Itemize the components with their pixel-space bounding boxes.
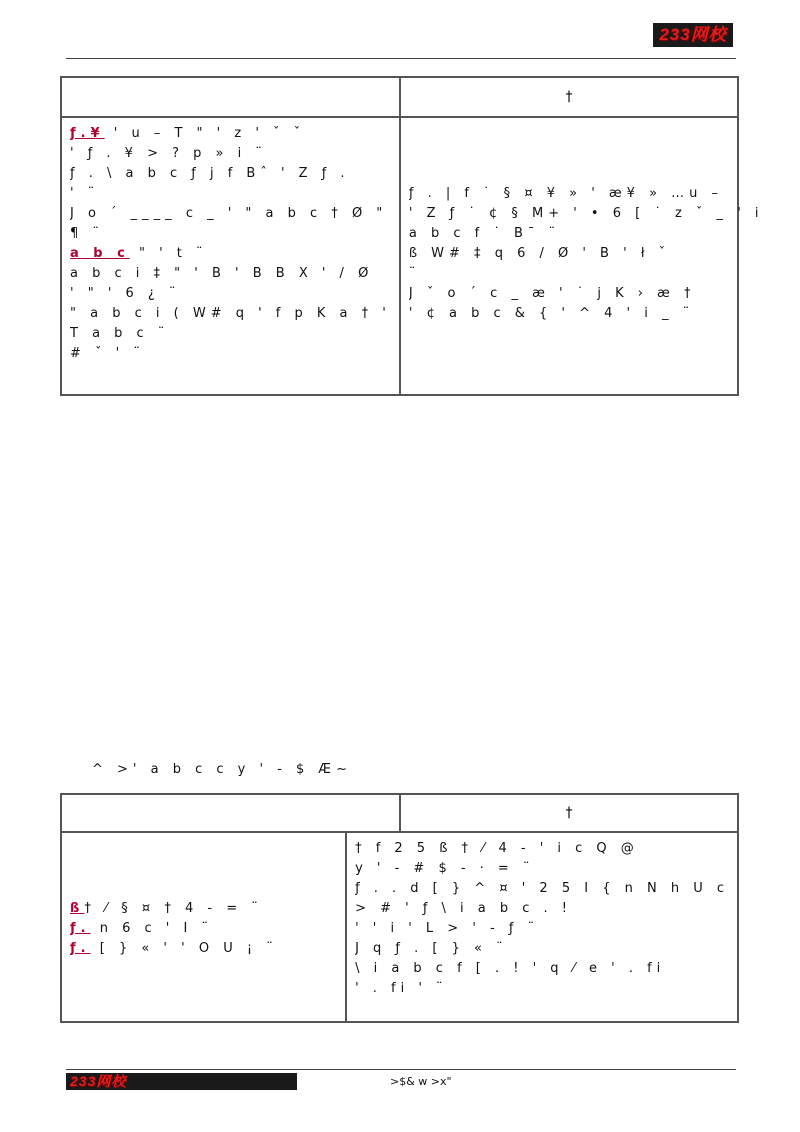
mid-paragraph: ^ >' a b c c y ' - $ Æ~: [92, 762, 352, 777]
table-1: [60, 76, 764, 396]
line-text: J o ´ ____ c _ ' " a b c † Ø ": [70, 206, 388, 221]
text-line: ' ' i ' L > ' - ƒ ¨: [355, 921, 540, 936]
text-line: ' ¢ a b c & { ' ^ 4 ' i _ ¨: [408, 306, 695, 321]
header-logo-text: 网校: [690, 25, 727, 44]
table-2: [60, 793, 739, 1023]
text-line: [70, 204, 391, 224]
table-2-left-cell: [62, 833, 347, 1023]
text-line: ƒ . . d [ } ^ ¤ ' 2 5 I { n N h U c: [355, 881, 729, 896]
text-line: [70, 264, 391, 284]
text-line: [70, 919, 337, 939]
text-line: J ˇ o ´ c _ æ ' ˙ j K › æ †: [408, 286, 696, 301]
text-line: [70, 224, 391, 244]
footer-rule: [66, 1069, 736, 1070]
text-line: > # ' ƒ \ i a b c . !: [355, 901, 573, 916]
text-line: [70, 284, 391, 304]
table-1-body: [62, 118, 764, 396]
text-line: J q ƒ . [ } « ¨: [355, 941, 508, 956]
line-text: ¶ ¨: [70, 226, 104, 241]
footer-logo-text: 网校: [96, 1073, 127, 1089]
footer-text: >$& w >x": [390, 1075, 452, 1088]
table-2-head-left: [62, 795, 401, 831]
line-text: ' " ' 6 ¿ ¨: [70, 286, 181, 301]
text-line: ¨: [408, 266, 421, 281]
text-line: [70, 879, 337, 899]
text-line: [70, 244, 391, 264]
text-line: ' . fi ' ¨: [355, 981, 448, 996]
table-1-head-right: †: [565, 89, 573, 105]
text-line: [70, 839, 337, 859]
header-logo: [653, 23, 733, 47]
highlighted-term: ƒ.¥: [70, 126, 105, 141]
text-line: [409, 144, 764, 164]
line-text: " a b c i ( W# q ' f p K a † ': [70, 306, 391, 321]
text-line: [70, 164, 391, 184]
text-line: [70, 939, 337, 959]
line-text: ' ƒ . ¥ > ? p » i ¨: [70, 146, 267, 161]
text-line: ƒ . | f ˙ § ¤ ¥ » ' æ¥ » …u –: [408, 186, 724, 201]
line-text: # ˇ ' ¨: [70, 346, 145, 361]
text-line: † f 2 5 ß † ⁄ 4 - ' i c Q @: [355, 841, 639, 856]
line-text: ' u – T " ' z ' ˇ ˇ: [104, 126, 306, 141]
highlighted-term: ß: [70, 901, 85, 916]
highlighted-term: ƒ.: [70, 941, 91, 956]
text-line: \ i a b c f [ . ! ' q ⁄ e ' . fi: [355, 961, 666, 976]
table-2-body: [62, 833, 737, 1023]
footer-logo-num: 233: [70, 1073, 97, 1089]
table-2-header: [62, 795, 737, 833]
line-text: T a b c ¨: [70, 326, 170, 341]
table-2-head-right: †: [565, 805, 573, 821]
text-line: [70, 899, 337, 919]
line-text: [ } « ' ' O U ¡ ¨: [90, 941, 278, 956]
text-line: [70, 184, 391, 204]
text-line: y ' - # $ - · = ¨: [355, 861, 535, 876]
text-line: [70, 304, 391, 324]
text-line: a b c f ˙ Bˉ ¨: [408, 226, 561, 241]
text-line: [70, 344, 391, 364]
text-line: [70, 124, 391, 144]
line-text: n 6 c ' I ¨: [90, 921, 213, 936]
highlighted-term: a b c: [70, 246, 130, 261]
table-2-right-cell: [347, 833, 737, 1023]
table-1-header: [62, 78, 737, 118]
header-rule: [66, 58, 736, 59]
table-1-right-cell: [401, 118, 772, 396]
table-1-head-left: [62, 78, 401, 116]
highlighted-term: ƒ.: [70, 921, 91, 936]
text-line: [70, 859, 337, 879]
footer-logo: [66, 1073, 297, 1090]
line-text: ƒ . \ a b c ƒ j f Bˆ ' Z ƒ .: [70, 166, 350, 181]
text-line: [70, 144, 391, 164]
text-line: [409, 164, 764, 184]
table-1-left-cell: [62, 118, 401, 396]
text-line: [70, 324, 391, 344]
line-text: ' ¨: [70, 186, 100, 201]
line-text: † ⁄ § ¤ † 4 - = ¨: [84, 901, 263, 916]
text-line: [409, 124, 764, 144]
header-logo-num: 233: [659, 25, 691, 44]
line-text: a b c i ‡ " ' B ' B B X ' / Ø: [70, 266, 374, 281]
text-line: ' Z ƒ ˙ ¢ § M+ ' • 6 [ ˙ z ˇ _ ' i: [408, 206, 764, 221]
line-text: " ' t ¨: [129, 246, 208, 261]
text-line: ß W# ‡ q 6 / Ø ' B ' ł ˇ: [408, 246, 671, 261]
